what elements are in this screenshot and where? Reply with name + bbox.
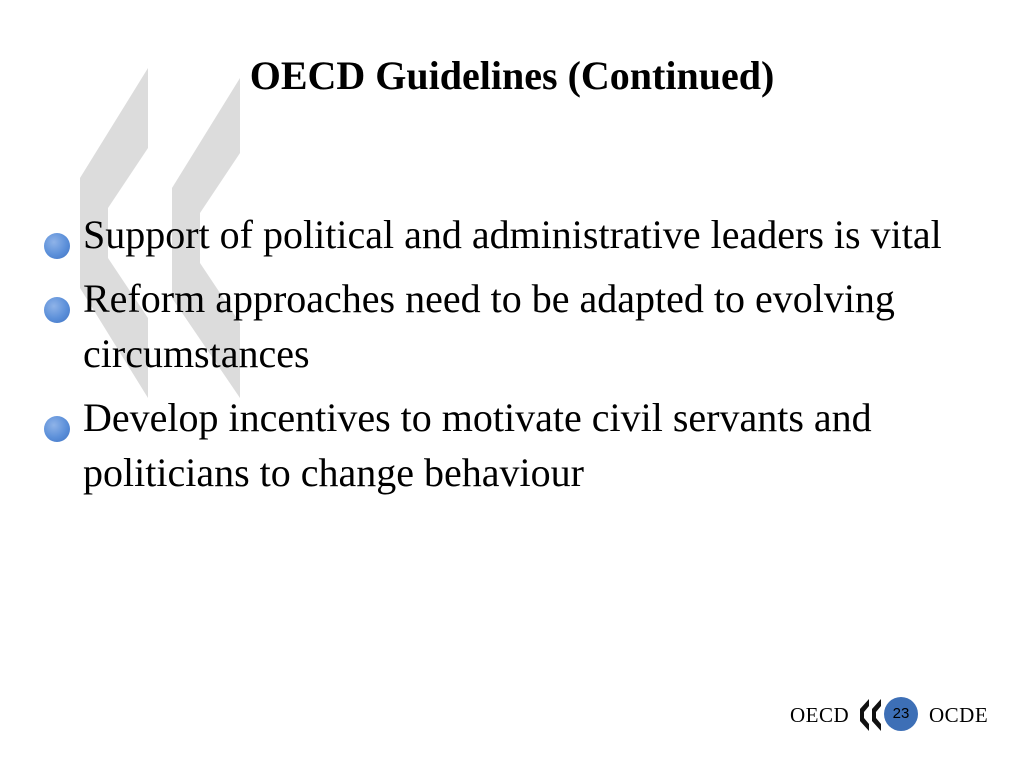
circle-bullet-icon: [44, 297, 70, 323]
bullet-text: Develop incentives to motivate civil servants and politicians to change behaviour: [83, 395, 872, 495]
circle-bullet-icon: [44, 416, 70, 442]
bullet-item: [44, 271, 944, 381]
bullet-text: Support of political and administrative leaders is vital: [83, 212, 942, 257]
circle-bullet-icon: [44, 233, 70, 259]
bullet-item: [44, 207, 944, 262]
footer-logo: [790, 697, 1000, 733]
bullet-text: Reform approaches need to be adapted to evolving circumstances: [83, 276, 895, 376]
footer-ocde-text: OCDE: [929, 703, 989, 727]
bullet-item: [44, 390, 944, 500]
footer-oecd-text: OECD: [790, 703, 850, 727]
oecd-chevron-logo-icon: [858, 699, 884, 731]
bullet-list: [44, 207, 944, 509]
page-number-badge: 23: [884, 697, 918, 731]
slide-title: OECD Guidelines (Continued): [249, 53, 775, 98]
